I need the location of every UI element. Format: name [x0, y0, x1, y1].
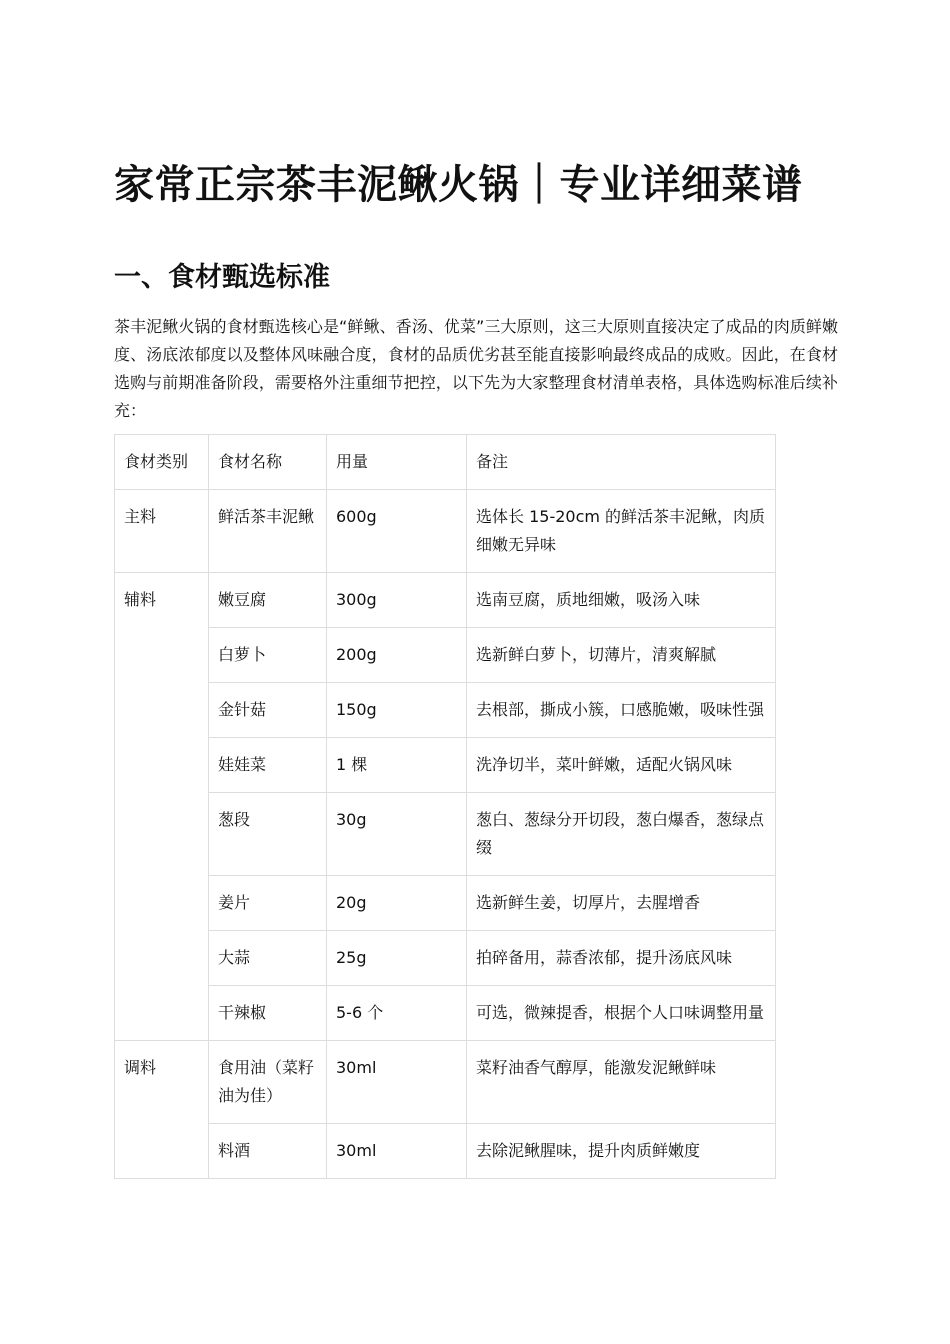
section-heading-ingredients: 一、食材甄选标准 [114, 262, 330, 293]
ingredient-note: 去根部，撕成小簇，口感脆嫩，吸味性强 [467, 683, 776, 738]
category-cell: 主料 [115, 490, 209, 573]
ingredient-quantity: 30ml [327, 1041, 467, 1124]
ingredient-note: 拍碎备用，蒜香浓郁，提升汤底风味 [467, 931, 776, 986]
table-row [115, 490, 776, 573]
page-title: 家常正宗茶丰泥鳅火锅｜专业详细菜谱 [114, 162, 803, 208]
ingredient-name: 娃娃菜 [209, 738, 327, 793]
ingredient-quantity: 25g [327, 931, 467, 986]
ingredient-note: 葱白、葱绿分开切段，葱白爆香，葱绿点缀 [467, 793, 776, 876]
table-row [115, 876, 776, 931]
ingredient-name: 白萝卜 [209, 628, 327, 683]
table-row [115, 738, 776, 793]
ingredient-note: 去除泥鳅腥味，提升肉质鲜嫩度 [467, 1124, 776, 1179]
ingredient-note: 选南豆腐，质地细嫩，吸汤入味 [467, 573, 776, 628]
ingredient-name: 料酒 [209, 1124, 327, 1179]
table-row [115, 573, 776, 628]
ingredient-quantity: 150g [327, 683, 467, 738]
ingredient-name: 嫩豆腐 [209, 573, 327, 628]
ingredient-name: 鲜活茶丰泥鳅 [209, 490, 327, 573]
ingredient-quantity: 600g [327, 490, 467, 573]
table-row [115, 793, 776, 876]
ingredient-quantity: 30ml [327, 1124, 467, 1179]
ingredient-quantity: 20g [327, 876, 467, 931]
header-name: 食材名称 [209, 435, 327, 490]
ingredient-name: 干辣椒 [209, 986, 327, 1041]
table-row [115, 1124, 776, 1179]
table-row [115, 1041, 776, 1124]
ingredient-name: 大蒜 [209, 931, 327, 986]
category-cell: 调料 [115, 1041, 209, 1179]
ingredient-quantity: 5-6 个 [327, 986, 467, 1041]
ingredient-note: 可选，微辣提香，根据个人口味调整用量 [467, 986, 776, 1041]
ingredient-quantity: 200g [327, 628, 467, 683]
ingredients-table [114, 434, 776, 1179]
category-cell: 辅料 [115, 573, 209, 1041]
table-header-row [115, 435, 776, 490]
ingredient-note: 选新鲜生姜，切厚片，去腥增香 [467, 876, 776, 931]
ingredient-name: 姜片 [209, 876, 327, 931]
ingredient-quantity: 1 棵 [327, 738, 467, 793]
ingredient-note: 选体长 15-20cm 的鲜活茶丰泥鳅，肉质细嫩无异味 [467, 490, 776, 573]
header-category: 食材类别 [115, 435, 209, 490]
ingredient-note: 选新鲜白萝卜，切薄片，清爽解腻 [467, 628, 776, 683]
ingredient-note: 菜籽油香气醇厚，能激发泥鳅鲜味 [467, 1041, 776, 1124]
ingredient-name: 葱段 [209, 793, 327, 876]
intro-paragraph: 茶丰泥鳅火锅的食材甄选核心是“鲜鳅、香汤、优菜”三大原则，这三大原则直接决定了成品的肉质鲜嫩度、汤底浓郁度以及整体风味融合度，食材的品质优劣甚至能直接影响最终成品的成败。因此，在食材选购与前期准备阶段，需要格外注重细节把控，以下先为大家整理食材清单表格，具体选购标准后续补充： [114, 317, 838, 420]
ingredient-name: 金针菇 [209, 683, 327, 738]
ingredient-quantity: 30g [327, 793, 467, 876]
header-quantity: 用量 [327, 435, 467, 490]
table-row [115, 683, 776, 738]
ingredient-note: 洗净切半，菜叶鲜嫩，适配火锅风味 [467, 738, 776, 793]
table-row [115, 986, 776, 1041]
table-row [115, 931, 776, 986]
table-row [115, 628, 776, 683]
ingredient-name: 食用油（菜籽油为佳） [209, 1041, 327, 1124]
ingredient-quantity: 300g [327, 573, 467, 628]
header-note: 备注 [467, 435, 776, 490]
